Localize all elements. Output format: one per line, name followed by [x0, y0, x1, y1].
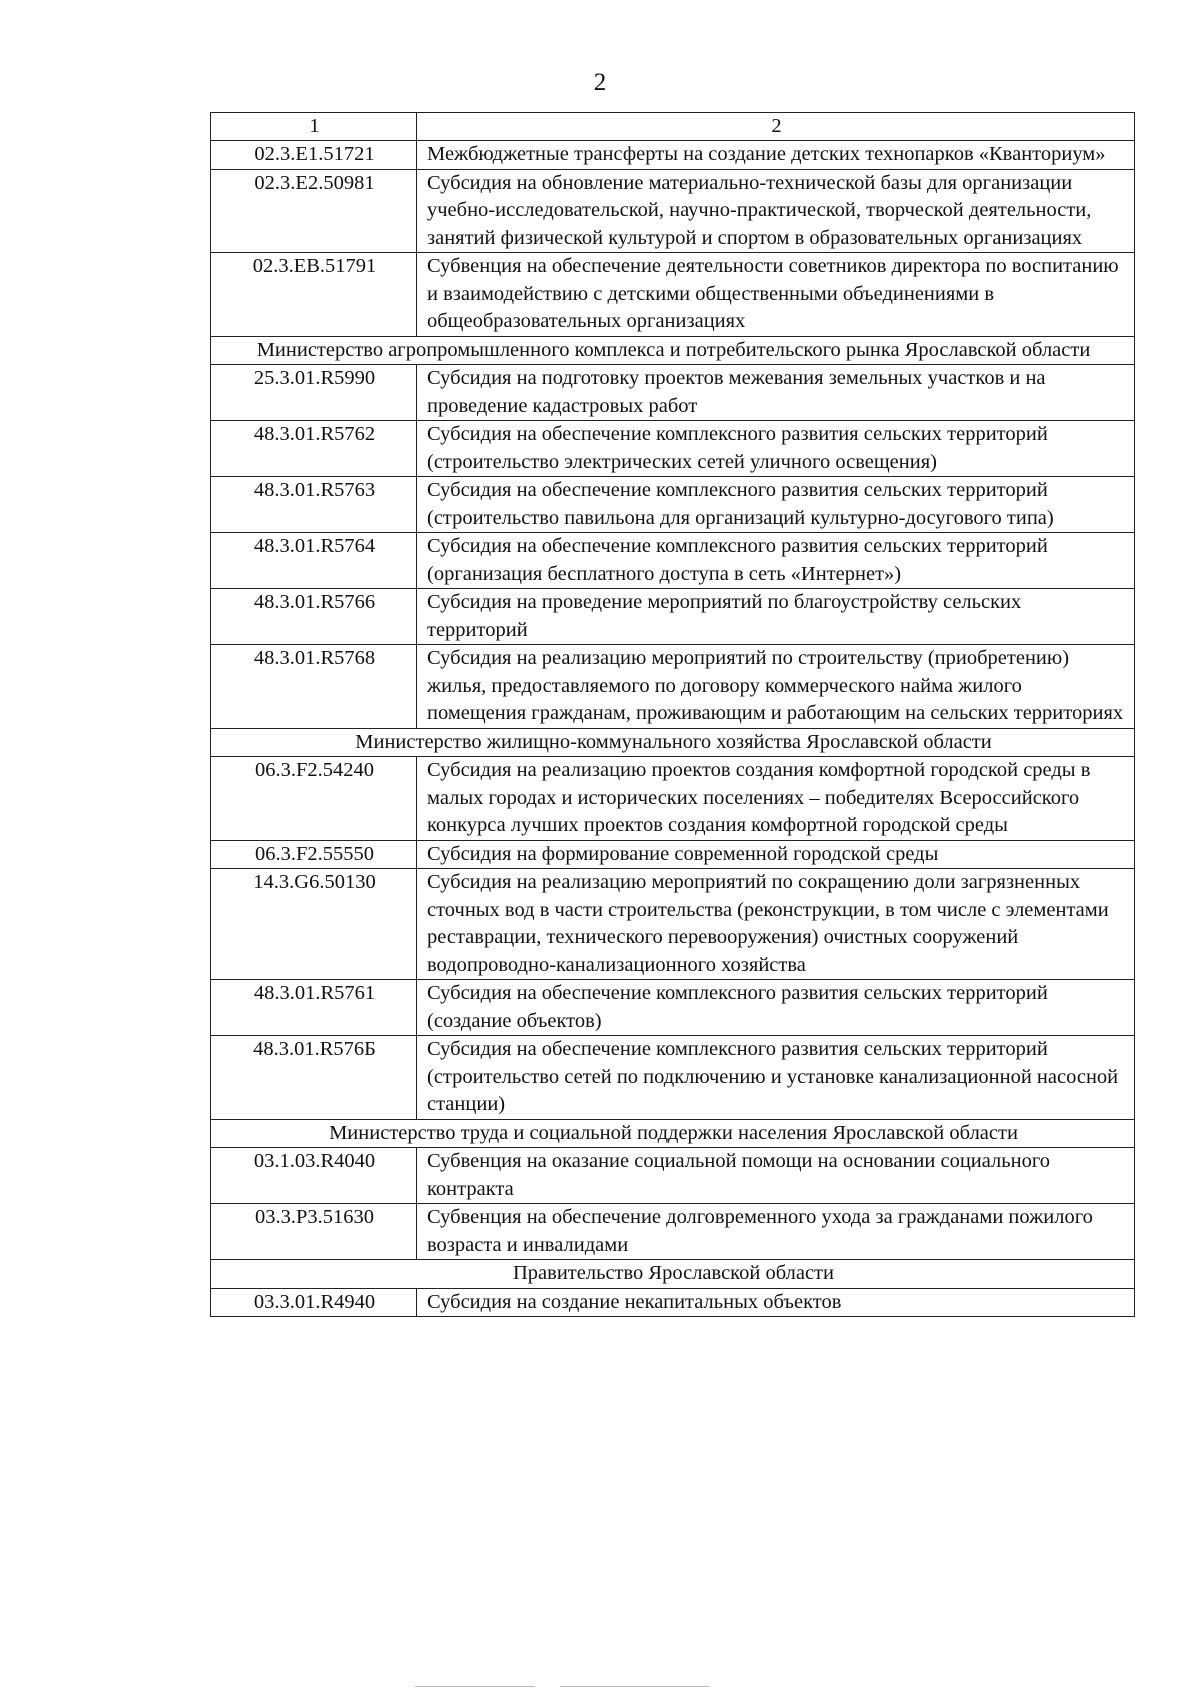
subsidy-description: Субсидия на обеспечение комплексного развития сельских территорий (создание объектов): [417, 980, 1135, 1036]
table-row: [211, 141, 1135, 170]
budget-code: 06.3.F2.55550: [211, 840, 417, 869]
section-row: [211, 1260, 1135, 1289]
budget-code: 48.3.01.R5766: [211, 589, 417, 645]
budget-code: 03.3.01.R4940: [211, 1288, 417, 1317]
subsidy-description: Субсидия на реализацию мероприятий по строительству (приобретению) жилья, предоставляемого по договору коммерческого найма жилого помещения гражданам, проживающим и работающим на сельских территориях: [417, 645, 1135, 729]
column-header-2: 2: [417, 113, 1135, 141]
table-row: [211, 1288, 1135, 1317]
section-row: [211, 728, 1135, 757]
budget-code: 48.3.01.R576Б: [211, 1036, 417, 1120]
subsidy-description: Субсидия на подготовку проектов межевания земельных участков и на проведение кадастровых работ: [417, 365, 1135, 421]
budget-code: 48.3.01.R5761: [211, 980, 417, 1036]
section-title: Министерство труда и социальной поддержки населения Ярославской области: [211, 1119, 1135, 1148]
budget-code: 48.3.01.R5762: [211, 421, 417, 477]
table-row: [211, 757, 1135, 841]
subsidy-description: Субвенция на обеспечение деятельности советников директора по воспитанию и взаимодействию с детскими общественными объединениями в общеобразовательных организациях: [417, 253, 1135, 337]
subsidy-description: Субсидия на обеспечение комплексного развития сельских территорий (строительство сетей по подключению и установке канализационной насосной станции): [417, 1036, 1135, 1120]
subsidy-description: Субсидия на формирование современной городской среды: [417, 840, 1135, 869]
table-header-row: [211, 113, 1135, 141]
subsidy-description: Субсидия на обеспечение комплексного развития сельских территорий (строительство павильона для организаций культурно-досугового типа): [417, 477, 1135, 533]
subsidy-description: Субсидия на реализацию мероприятий по сокращению доли загрязненных сточных вод в части строительства (реконструкции, в том числе с элементами реставрации, технического перевооружения) очистных сооружений водопроводно-канализационного хозяйства: [417, 869, 1135, 980]
subsidy-description: Субсидия на создание некапитальных объектов: [417, 1288, 1135, 1317]
page-number: 2: [593, 69, 607, 96]
budget-code: 02.3.E1.51721: [211, 141, 417, 170]
table-row: [211, 477, 1135, 533]
subsidy-description: Субсидия на реализацию проектов создания комфортной городской среды в малых городах и исторических поселениях – победителях Всероссийского конкурса лучших проектов создания комфортной городской среды: [417, 757, 1135, 841]
budget-code: 02.3.E2.50981: [211, 169, 417, 253]
budget-code: 48.3.01.R5768: [211, 645, 417, 729]
table-row: [211, 1204, 1135, 1260]
table-row: [211, 169, 1135, 253]
budget-code: 03.3.P3.51630: [211, 1204, 417, 1260]
table-row: [211, 589, 1135, 645]
subsidy-description: Субсидия на обеспечение комплексного развития сельских территорий (организация бесплатного доступа в сеть «Интернет»): [417, 533, 1135, 589]
section-title: Министерство жилищно-коммунального хозяйства Ярославской области: [211, 728, 1135, 757]
budget-code: 06.3.F2.54240: [211, 757, 417, 841]
table-row: [211, 533, 1135, 589]
budget-code: 25.3.01.R5990: [211, 365, 417, 421]
budget-code: 14.3.G6.50130: [211, 869, 417, 980]
table-row: [211, 1036, 1135, 1120]
section-row: [211, 1119, 1135, 1148]
budget-code: 03.1.03.R4040: [211, 1148, 417, 1204]
subsidy-codes-table: [210, 112, 1135, 1317]
bottom-divider-left: [415, 1686, 535, 1687]
table-body: [211, 113, 1135, 1317]
section-title: Правительство Ярославской области: [211, 1260, 1135, 1289]
table-row: [211, 869, 1135, 980]
subsidy-description: Субвенция на оказание социальной помощи на основании социального контракта: [417, 1148, 1135, 1204]
table-row: [211, 1148, 1135, 1204]
table-row: [211, 253, 1135, 337]
table-row: [211, 840, 1135, 869]
column-header-1: 1: [211, 113, 417, 141]
table-row: [211, 365, 1135, 421]
budget-code: 48.3.01.R5763: [211, 477, 417, 533]
subsidy-description: Субвенция на обеспечение долговременного ухода за гражданами пожилого возраста и инвалидами: [417, 1204, 1135, 1260]
subsidy-description: Субсидия на проведение мероприятий по благоустройству сельских территорий: [417, 589, 1135, 645]
table-row: [211, 980, 1135, 1036]
table-row: [211, 421, 1135, 477]
subsidy-description: Субсидия на обновление материально-технической базы для организации учебно-исследовательской, научно-практической, творческой деятельности, занятий физической культурой и спортом в образовательных организациях: [417, 169, 1135, 253]
table-row: [211, 645, 1135, 729]
subsidy-description: Межбюджетные трансферты на создание детских технопарков «Кванториум»: [417, 141, 1135, 170]
budget-code: 48.3.01.R5764: [211, 533, 417, 589]
section-title: Министерство агропромышленного комплекса и потребительского рынка Ярославской области: [211, 336, 1135, 365]
bottom-divider-right: [560, 1686, 710, 1687]
subsidy-description: Субсидия на обеспечение комплексного развития сельских территорий (строительство электрических сетей уличного освещения): [417, 421, 1135, 477]
budget-code: 02.3.EB.51791: [211, 253, 417, 337]
section-row: [211, 336, 1135, 365]
